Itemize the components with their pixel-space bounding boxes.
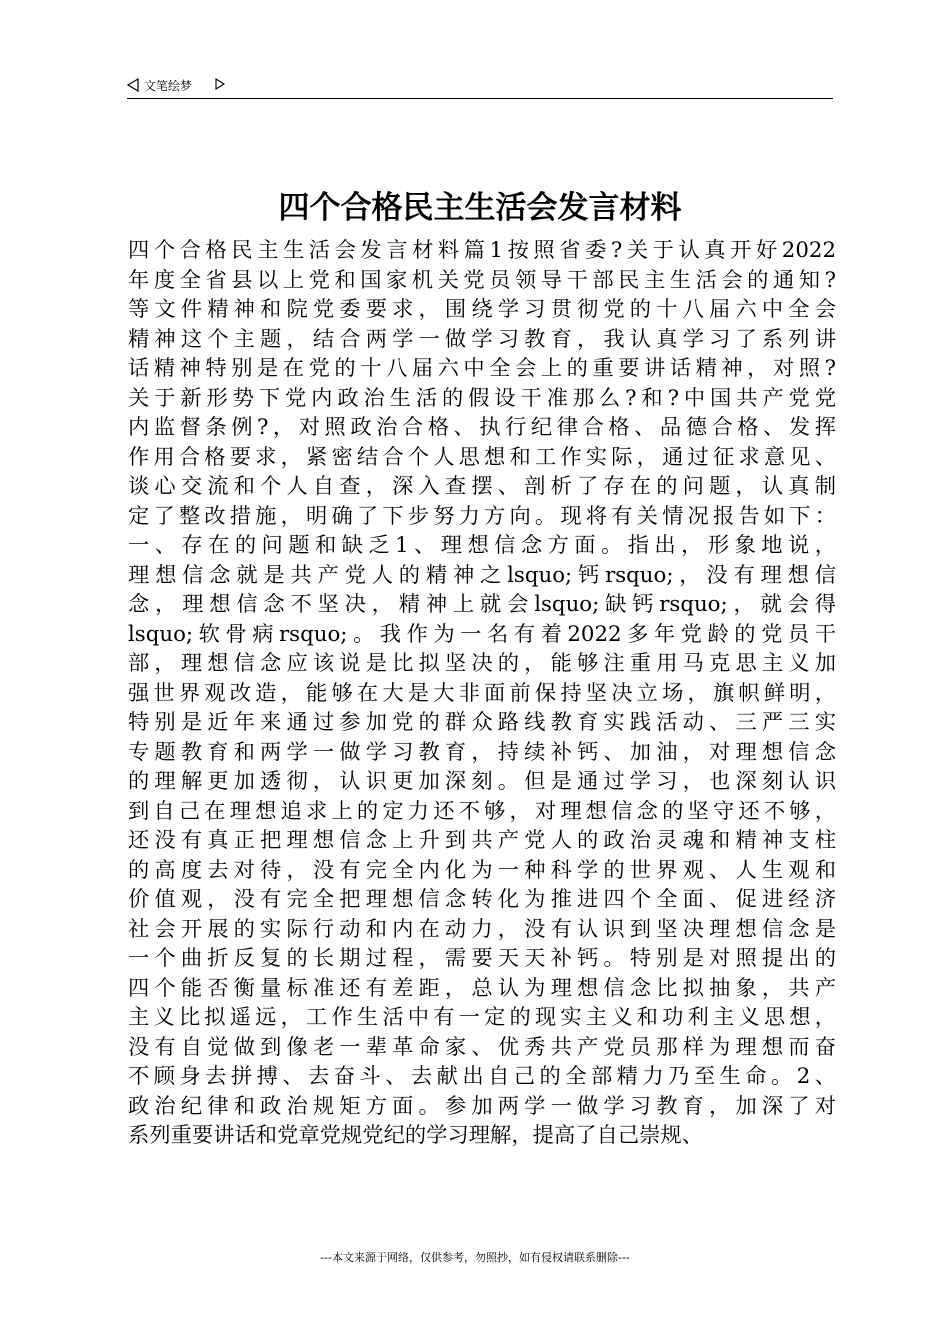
body-line: 作用合格要求，紧密结合个人思想和工作实际，通过征求意见、 bbox=[128, 444, 836, 470]
body-line: 价值观，没有完全把理想信念转化为推进四个全面、促进经济 bbox=[128, 887, 836, 912]
body-line: 四个能否衡量标准还有差距，总认为理想信念比拟抽象，共产 bbox=[128, 975, 836, 1001]
left-triangle-outline-icon bbox=[127, 78, 139, 92]
body-line: 部，理想信念应该说是比拟坚决的，能够注重用马克思主义加 bbox=[128, 651, 836, 676]
document-title: 四个合格民主生活会发言材料 bbox=[278, 190, 682, 226]
body-line: 的理解更加透彻，认识更加深刻。但是通过学习，也深刻认识 bbox=[128, 769, 836, 794]
body-line: 念，理想信念不坚决，精神上就会lsquo;缺钙rsquo;，就会得 bbox=[128, 592, 836, 617]
body-line: 主义比拟遥远，工作生活中有一定的现实主义和功利主义思想， bbox=[128, 1005, 836, 1030]
body-line: 一、存在的问题和缺乏1、理想信念方面。指出，形象地说， bbox=[128, 533, 836, 558]
body-line: 特别是近年来通过参加党的群众路线教育实践活动、三严三实 bbox=[128, 710, 836, 735]
body-line: 没有自觉做到像老一辈革命家、优秀共产党员那样为理想而奋 bbox=[128, 1034, 836, 1060]
body-line: 不顾身去拼搏、去奋斗、去献出自己的全部精力乃至生命。2、 bbox=[128, 1064, 836, 1089]
body-line: 一个曲折反复的长期过程，需要天天补钙。特别是对照提出的 bbox=[128, 946, 836, 971]
body-line: 四个合格民主生活会发言材料篇1按照省委?关于认真开好2022 bbox=[128, 238, 836, 263]
body-line: 精神这个主题，结合两学一做学习教育，我认真学习了系列讲 bbox=[128, 326, 836, 352]
body-line: 社会开展的实际行动和内在动力，没有认识到坚决理想信念是 bbox=[128, 916, 836, 942]
body-line: 定了整改措施，明确了下步努力方向。现将有关情况报告如下： bbox=[128, 503, 836, 529]
body-line: lsquo;软骨病rsquo;。我作为一名有着2022多年党龄的党员干 bbox=[128, 621, 836, 647]
page-header bbox=[127, 76, 833, 99]
document-body bbox=[128, 236, 836, 1151]
body-line: 年度全省县以上党和国家机关党员领导干部民主生活会的通知? bbox=[128, 267, 836, 293]
body-line: 内监督条例?，对照政治合格、执行纪律合格、品德合格、发挥 bbox=[128, 415, 836, 440]
page-footer: ---本文来源于网络，仅供参考，勿照抄，如有侵权请联系删除--- bbox=[320, 1251, 630, 1264]
body-line: 强世界观改造，能够在大是大非面前保持坚决立场，旗帜鲜明， bbox=[128, 680, 836, 706]
body-line: 理想信念就是共产党人的精神之lsquo;钙rsquo;，没有理想信 bbox=[128, 562, 836, 588]
body-line: 等文件精神和院党委要求，围绕学习贯彻党的十八届六中全会 bbox=[128, 297, 836, 322]
body-line: 的高度去对待，没有完全内化为一种科学的世界观、人生观和 bbox=[128, 857, 836, 883]
header-brand: 文笔绘梦 bbox=[144, 79, 193, 93]
body-line: 到自己在理想追求上的定力还不够，对理想信念的坚守还不够， bbox=[128, 798, 836, 824]
body-line: 系列重要讲话和党章党规党纪的学习理解，提高了自己崇规、 bbox=[128, 1123, 704, 1148]
body-line: 还没有真正把理想信念上升到共产党人的政治灵魂和精神支柱 bbox=[128, 828, 836, 853]
body-line: 谈心交流和个人自查，深入查摆、剖析了存在的问题，认真制 bbox=[128, 474, 836, 499]
right-triangle-outline-icon bbox=[215, 78, 225, 90]
body-line: 话精神特别是在党的十八届六中全会上的重要讲话精神，对照? bbox=[128, 356, 836, 381]
body-line: 关于新形势下党内政治生活的假设干准那么?和?中国共产党党 bbox=[128, 385, 836, 411]
body-line: 专题教育和两学一做学习教育，持续补钙、加油，对理想信念 bbox=[128, 739, 836, 765]
body-line: 政治纪律和政治规矩方面。参加两学一做学习教育，加深了对 bbox=[128, 1093, 836, 1119]
